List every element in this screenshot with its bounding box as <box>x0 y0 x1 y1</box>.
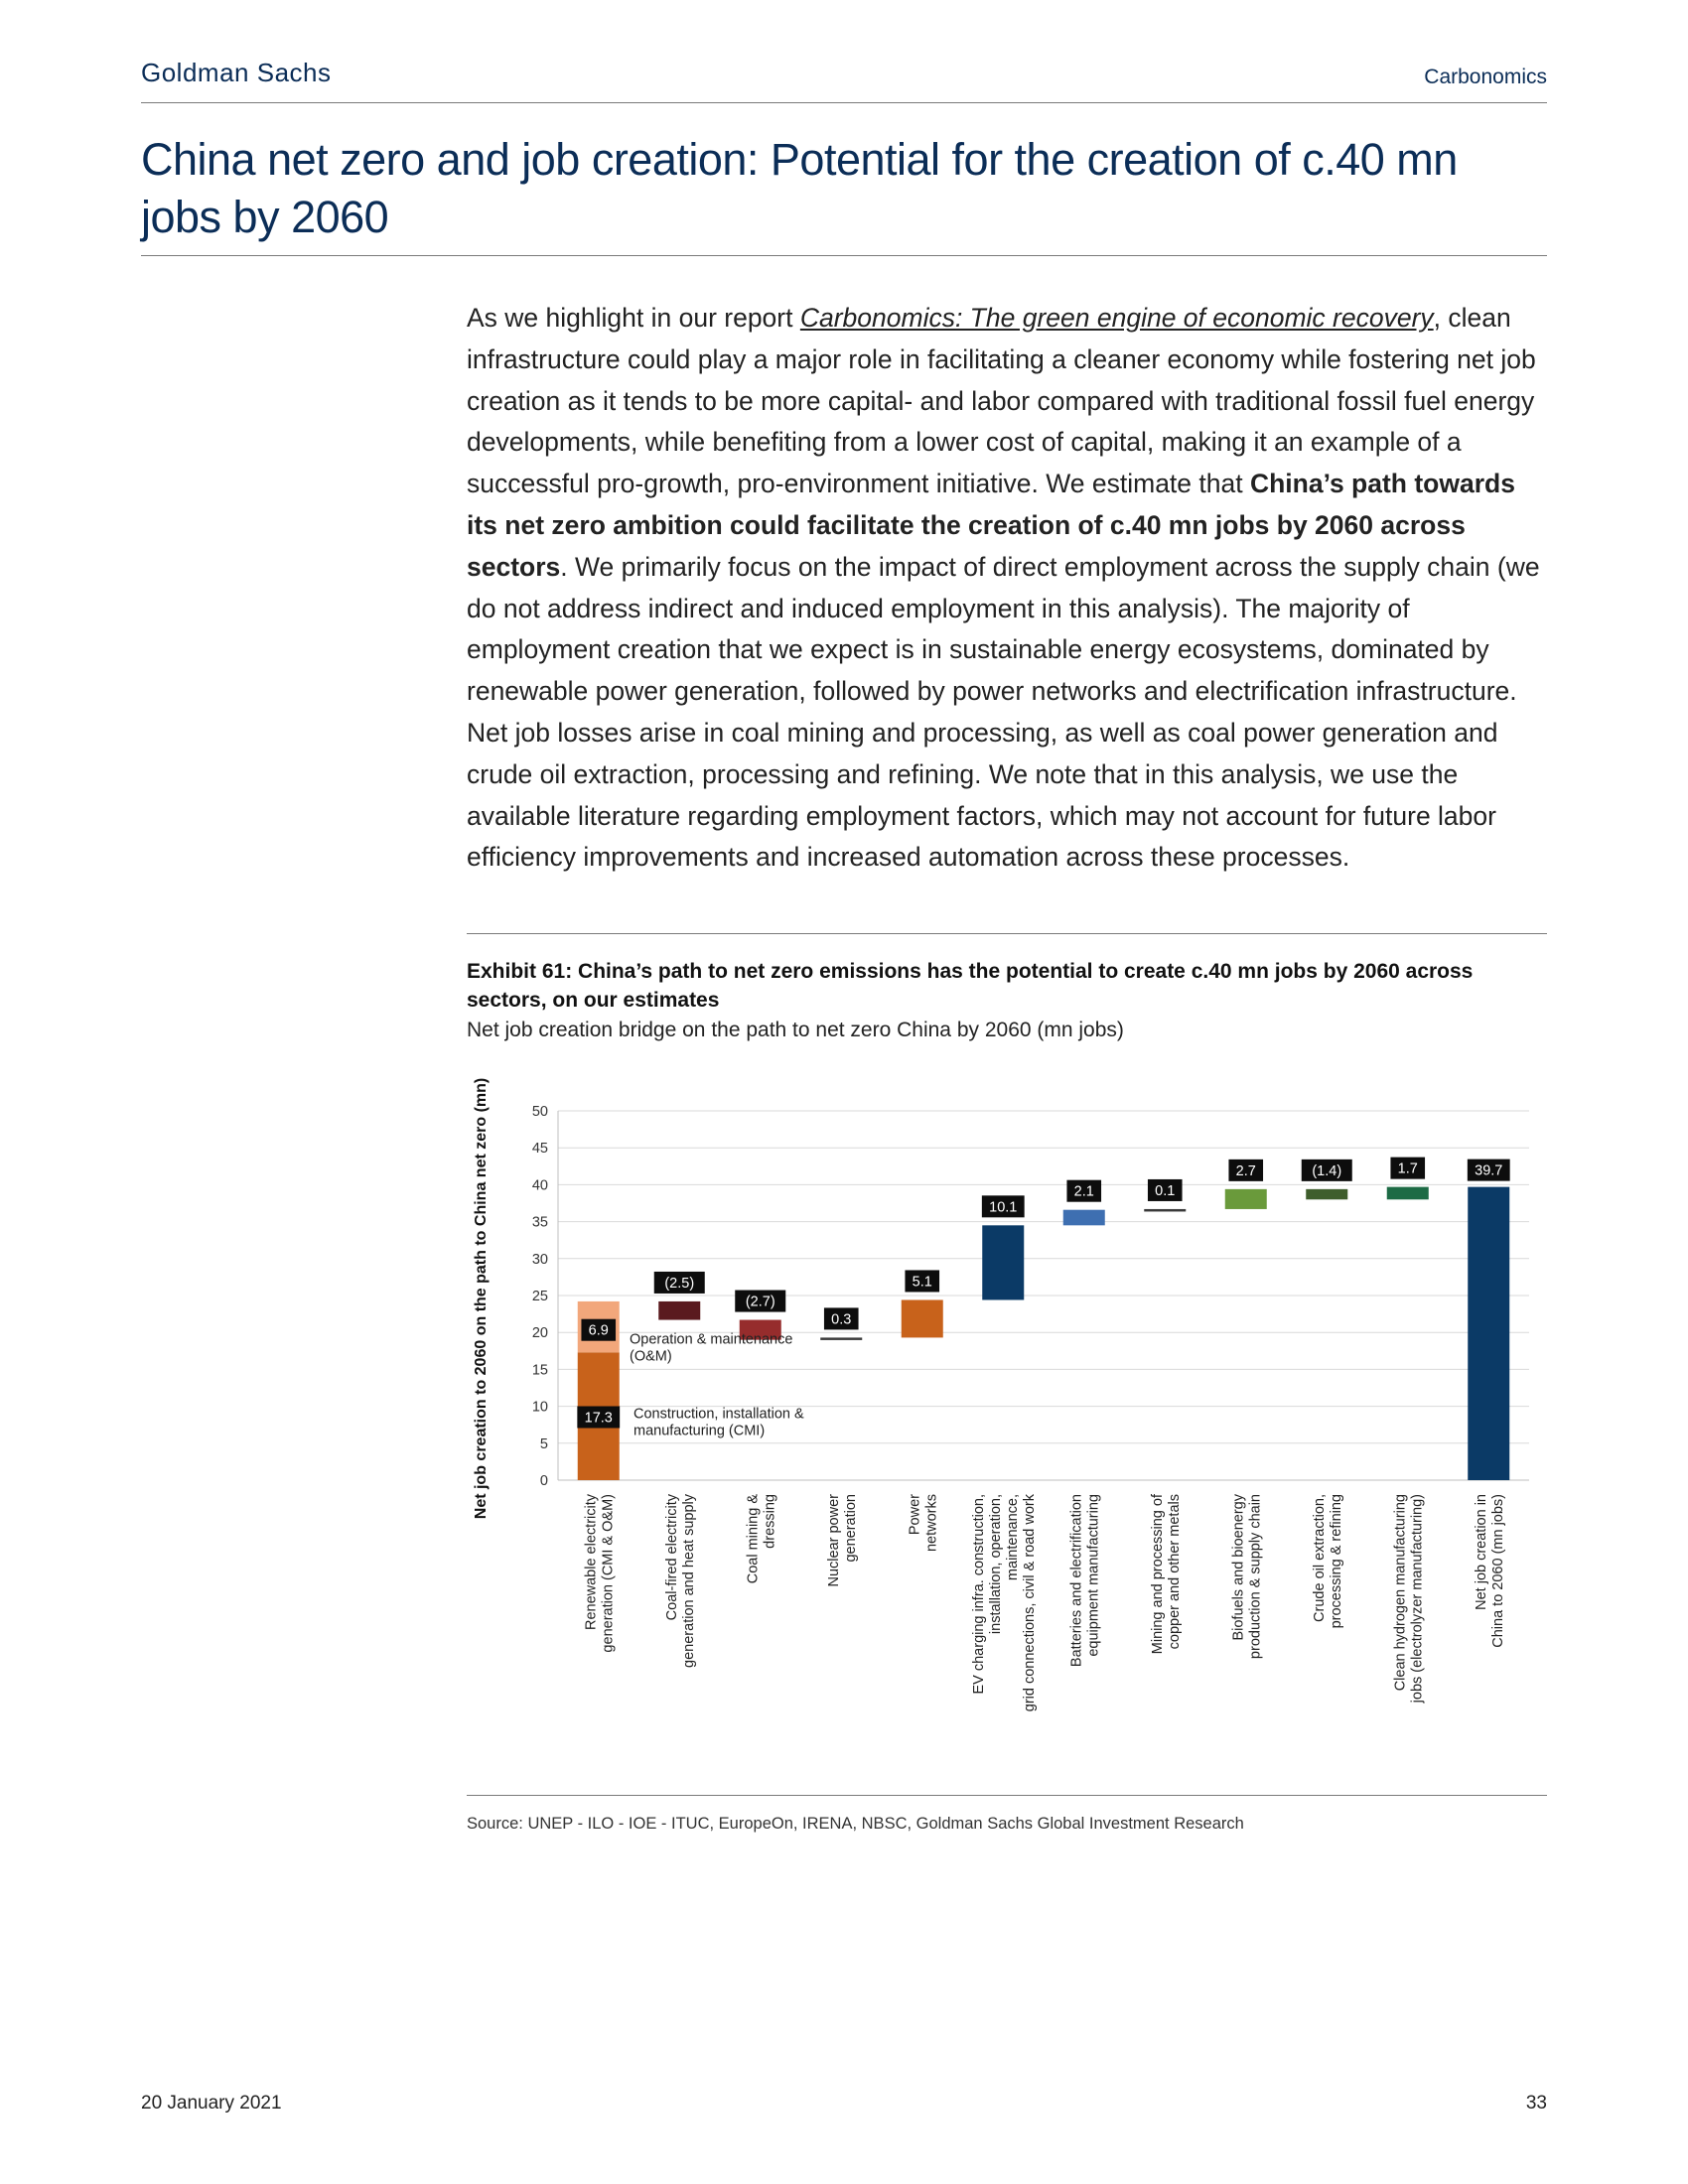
y-tick-label: 50 <box>531 1104 548 1120</box>
x-category-line: equipment manufacturing <box>1085 1494 1102 1657</box>
annotation-line: manufacturing (CMI) <box>633 1423 766 1439</box>
chart-category-labels <box>583 1493 1506 1711</box>
data-label-text: 17.3 <box>584 1410 613 1427</box>
x-category-label-4 <box>907 1494 939 1552</box>
x-category-line: processing & refining <box>1328 1494 1344 1629</box>
x-category-label-9 <box>1312 1494 1344 1628</box>
body-text-3: . We primarily focus on the impact of direct employment across the supply chain (we do not address indirect and induced employment in this analysis). The majority of employment creation that we expect is in sustainable energy ecosystems, dominated by renewable power generation, followed by power networks and electrification infrastructure. Net job losses arise in coal mining and processing, as well as coal power generation and crude oil extraction, processing and refining. We note that in this analysis, we use the available literature regarding employment factors, which may not account for future labor efficiency improvements and increased automation across these processes. <box>467 551 1540 873</box>
bar-5-6 <box>982 1225 1024 1299</box>
y-tick-label: 0 <box>539 1473 548 1489</box>
data-label-text: (2.5) <box>664 1275 695 1292</box>
section-name: Carbonomics <box>1424 66 1547 88</box>
data-label-text: 2.7 <box>1235 1162 1256 1179</box>
x-category-label-5 <box>971 1493 1038 1711</box>
data-label-text: 1.7 <box>1397 1160 1418 1177</box>
x-category-label-0 <box>583 1493 616 1652</box>
y-tick-label: 30 <box>531 1251 548 1268</box>
chart-data-labels <box>577 1158 1509 1429</box>
x-category-label-1 <box>664 1493 697 1668</box>
data-label-6 <box>982 1195 1025 1217</box>
data-label-4 <box>824 1307 859 1329</box>
data-label-1 <box>581 1319 616 1341</box>
data-label-text: 0.1 <box>1155 1182 1176 1199</box>
data-label-7 <box>1066 1180 1101 1202</box>
data-label-text: 5.1 <box>912 1274 932 1291</box>
exhibit-source: Source: UNEP - ILO - IOE - ITUC, EuropeOn, IRENA, NBSC, Goldman Sachs Global Investment Research <box>467 1815 1244 1833</box>
x-category-line: installation, operation, <box>987 1494 1004 1635</box>
x-category-line: EV charging infra. construction, <box>970 1494 987 1695</box>
annotation-line: (O&M) <box>630 1348 672 1365</box>
x-category-line: grid connections, civil & road work <box>1021 1494 1038 1712</box>
x-category-label-6 <box>1068 1494 1101 1667</box>
y-tick-label: 15 <box>531 1362 548 1379</box>
y-tick-label: 10 <box>531 1399 548 1416</box>
footer-date: 20 January 2021 <box>141 2093 282 2114</box>
chart-annotations <box>630 1331 804 1438</box>
x-category-line: Clean hydrogen manufacturing <box>1392 1494 1409 1692</box>
chart-annotation-1 <box>633 1407 804 1439</box>
y-tick-label: 40 <box>531 1177 548 1194</box>
data-label-text: 10.1 <box>989 1199 1018 1216</box>
x-category-label-7 <box>1150 1493 1183 1654</box>
x-category-label-10 <box>1392 1494 1425 1704</box>
data-label-0 <box>577 1407 620 1429</box>
data-label-text: 6.9 <box>588 1322 609 1339</box>
page-number: 33 <box>1525 2093 1547 2114</box>
bar-3-4 <box>820 1337 862 1340</box>
x-category-line: copper and other metals <box>1166 1494 1183 1650</box>
bar-1-2 <box>658 1301 700 1320</box>
y-tick-label: 5 <box>539 1435 548 1452</box>
data-label-text: 39.7 <box>1475 1162 1503 1179</box>
data-label-9 <box>1228 1160 1263 1181</box>
x-category-line: Nuclear power <box>825 1494 842 1587</box>
x-category-line: Mining and processing of <box>1149 1494 1166 1655</box>
x-category-line: production & supply chain <box>1247 1494 1264 1660</box>
data-label-3 <box>735 1291 785 1312</box>
data-label-text: 0.3 <box>831 1311 852 1328</box>
bar-6-7 <box>1063 1210 1105 1226</box>
x-category-line: jobs (electrolyzer manufacturing) <box>1409 1494 1426 1704</box>
chart-annotation-0 <box>630 1331 792 1364</box>
body-text-2: , clean infrastructure could play a major role in facilitating a cleaner economy while fostering net job creation as it tends to be more capital- and labor compared with traditional fossil fuel energy developments, while benefiting from a lower cost of capital, making it an example of a successful pro-growth, pro-environment initiative. We estimate that <box>467 303 1536 499</box>
data-label-11 <box>1390 1158 1425 1179</box>
bar-7-8 <box>1144 1209 1186 1212</box>
report-link[interactable]: Carbonomics: The green engine of economic recovery <box>799 303 1434 333</box>
exhibit-title: Exhibit 61: China’s path to net zero emissions has the potential to create c.40 mn jobs by 2060 across sectors, on our estimates <box>467 960 1474 1012</box>
x-category-line: generation and heat supply <box>680 1494 697 1668</box>
x-category-line: China to 2060 (mn jobs) <box>1489 1494 1506 1648</box>
bar-8-9 <box>1225 1189 1267 1209</box>
y-tick-label: 45 <box>531 1141 548 1158</box>
x-category-label-3 <box>826 1494 859 1587</box>
x-category-line: Biofuels and bioenergy <box>1230 1494 1247 1641</box>
x-category-line: Renewable electricity <box>583 1494 600 1631</box>
body-text-1: As we highlight in our report <box>467 303 800 333</box>
bar-11-12 <box>1468 1187 1509 1480</box>
data-label-text: 2.1 <box>1073 1183 1094 1200</box>
data-label-10 <box>1302 1160 1352 1181</box>
y-tick-label: 25 <box>531 1289 548 1304</box>
page-title: China net zero and job creation: Potential for the creation of c.40 mn jobs by 2060 <box>141 134 1458 242</box>
bar-10-11 <box>1387 1187 1429 1200</box>
data-label-5 <box>905 1270 939 1292</box>
body-bold: China’s path towards its net zero ambition could facilitate the creation of c.40 mn jobs by 2060 across sectors <box>467 469 1515 582</box>
data-label-text: (1.4) <box>1312 1162 1342 1179</box>
x-category-line: Net job creation in <box>1473 1494 1489 1610</box>
x-category-line: generation (CMI & O&M) <box>600 1494 617 1653</box>
exhibit-subtitle: Net job creation bridge on the path to net zero China by 2060 (mn jobs) <box>467 1019 1124 1041</box>
annotation-line: Construction, installation & <box>633 1406 804 1423</box>
bar-4-5 <box>902 1299 943 1337</box>
data-label-8 <box>1148 1179 1183 1201</box>
x-category-line: networks <box>923 1494 940 1553</box>
bar-9-10 <box>1306 1189 1347 1199</box>
data-label-text: (2.7) <box>745 1294 775 1310</box>
data-label-2 <box>654 1272 705 1294</box>
annotation-line: Operation & maintenance <box>630 1331 793 1348</box>
data-label-12 <box>1468 1160 1510 1181</box>
x-category-label-2 <box>745 1494 777 1584</box>
x-category-line: Batteries and electrification <box>1068 1494 1085 1668</box>
x-category-line: dressing <box>762 1494 778 1549</box>
brand-name: Goldman Sachs <box>141 58 332 87</box>
x-category-line: Power <box>907 1494 923 1536</box>
x-category-line: generation <box>842 1494 859 1563</box>
x-category-line: Coal-fired electricity <box>663 1494 680 1621</box>
exhibit-bottom-rule <box>467 1795 1547 1796</box>
x-category-label-11 <box>1474 1494 1506 1648</box>
x-category-line: maintenance, <box>1004 1494 1021 1581</box>
y-axis-label: Net job creation to 2060 on the path to China net zero (mn) <box>473 1077 490 1520</box>
x-category-label-8 <box>1230 1493 1263 1659</box>
y-tick-label: 20 <box>531 1325 548 1342</box>
x-category-line: Coal mining & <box>745 1494 762 1584</box>
y-tick-label: 35 <box>531 1214 548 1231</box>
x-category-line: Crude oil extraction, <box>1311 1494 1328 1622</box>
